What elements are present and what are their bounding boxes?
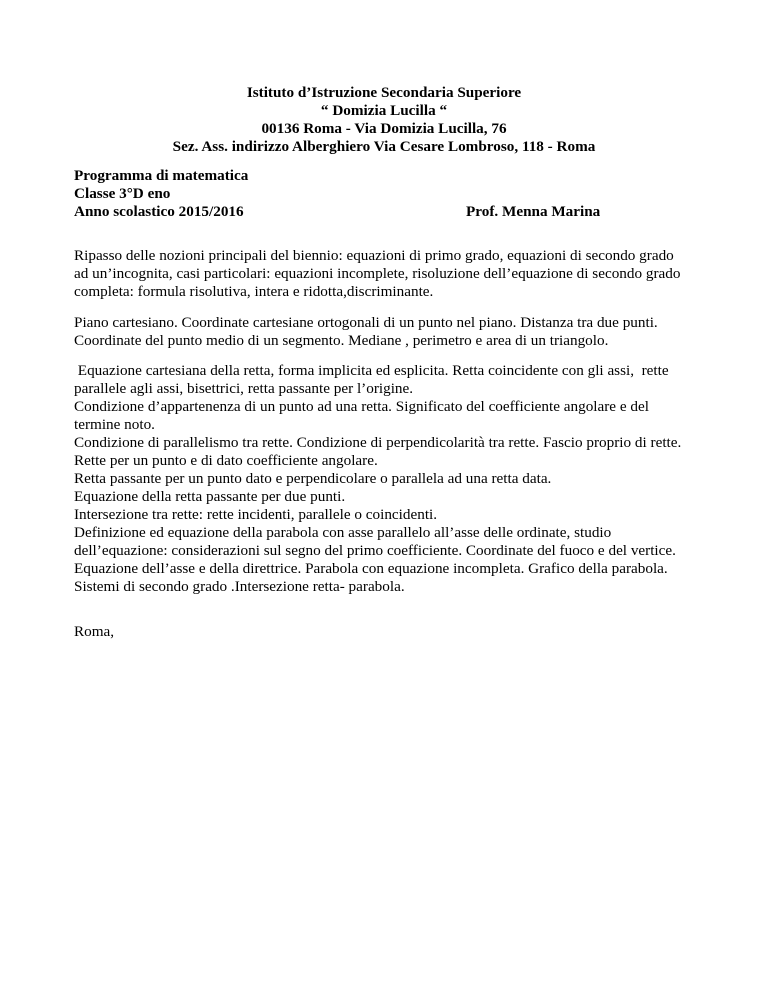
text-line: termine noto.	[74, 416, 155, 433]
text-line: completa: formula risolutiva, intera e ridotta,discriminante.	[74, 283, 434, 300]
text-line: Rette per un punto e di dato coefficiente angolare.	[74, 452, 378, 469]
school-subtitle: “ Domizia Lucilla “	[320, 102, 448, 119]
text-line: Piano cartesiano. Coordinate cartesiane ortogonali di un punto nel piano. Distanza tra due punti.	[74, 314, 658, 331]
paragraph-cartesian-plane	[74, 314, 714, 350]
school-address: 00136 Roma - Via Domizia Lucilla, 76	[261, 120, 507, 137]
text-line: Ripasso delle nozioni principali del biennio: equazioni di primo grado, equazioni di secondo grado	[74, 247, 674, 264]
signature-place	[74, 623, 714, 641]
text-line: Coordinate del punto medio di un segmento. Mediane , perimetro e area di un triangolo.	[74, 332, 609, 349]
school-name: Istituto d’Istruzione Secondaria Superiore	[246, 84, 522, 101]
text-line: parallele agli assi, bisettrici, retta passante per l’origine.	[74, 380, 414, 397]
text-line: Retta passante per un punto dato e perpendicolare o parallela ad una retta data.	[74, 470, 552, 487]
paragraph-parabola	[74, 524, 714, 596]
text-line: Condizione di parallelismo tra rette. Condizione di perpendicolarità tra rette. Fascio proprio di rette.	[74, 434, 682, 451]
text-line: Equazione dell’asse e della direttrice. Parabola con equazione incompleta. Grafico della parabola.	[74, 560, 668, 577]
text-line: ad un’incognita, casi particolari: equazioni incomplete, risoluzione dell’equazione di secondo grado	[74, 265, 681, 282]
text-line: Intersezione tra rette: rette incidenti, parallele o coincidenti.	[74, 506, 438, 523]
place-line: Roma,	[74, 623, 115, 640]
text-line: Equazione della retta passante per due punti.	[74, 488, 346, 505]
text-line: Definizione ed equazione della parabola con asse parallelo all’asse delle ordinate, studio	[74, 524, 612, 541]
text-line: dell’equazione: considerazioni sul segno del primo coefficiente. Coordinate del fuoco e del vertice.	[74, 542, 676, 559]
school-year: Anno scolastico 2015/2016	[74, 203, 244, 220]
text-line: Equazione cartesiana della retta, forma implicita ed esplicita. Retta coincidente con gli assi, rette	[74, 362, 669, 379]
branch-address: Sez. Ass. indirizzo Alberghiero Via Cesare Lombroso, 118 - Roma	[172, 138, 596, 155]
paragraph-review	[74, 247, 714, 301]
school-year-row	[74, 203, 694, 221]
text-line: Condizione d’appartenenza di un punto ad una retta. Significato del coefficiente angolare e del	[74, 398, 649, 415]
text-line: Sistemi di secondo grado .Intersezione retta- parabola.	[74, 578, 405, 595]
school-header	[0, 84, 768, 156]
course-title: Programma di matematica	[74, 167, 249, 184]
class-label: Classe 3°D eno	[74, 185, 171, 202]
paragraph-line-equation	[74, 362, 714, 524]
teacher-name: Prof. Menna Marina	[466, 203, 601, 220]
course-info	[74, 167, 694, 221]
